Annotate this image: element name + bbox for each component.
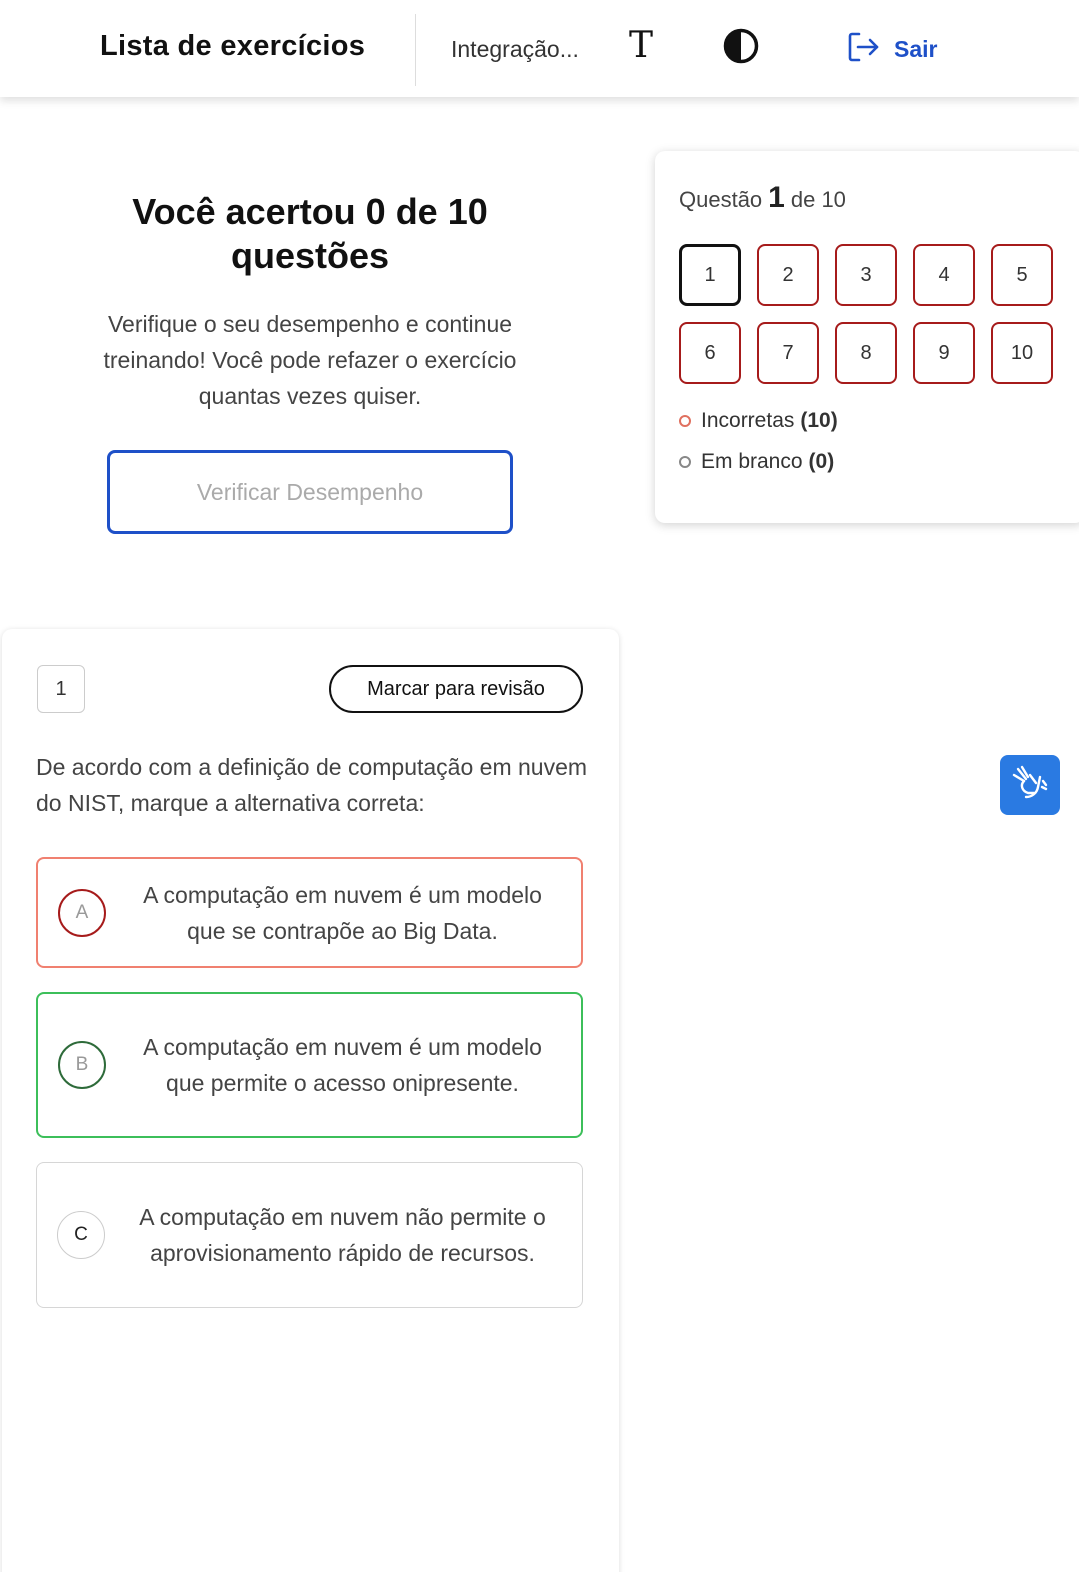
top-header	[0, 0, 1079, 97]
navigator-heading	[679, 181, 846, 215]
question-button[interactable]: 9	[913, 322, 975, 384]
course-name[interactable]: Integração...	[451, 36, 579, 62]
font-size-icon[interactable]: T	[628, 25, 653, 66]
option-c[interactable]	[36, 1162, 583, 1308]
legend-incorrect-label: Incorretas	[701, 409, 795, 432]
legend-incorrect	[679, 409, 838, 433]
logout-button[interactable]	[846, 30, 937, 68]
question-button[interactable]: 6	[679, 322, 741, 384]
sign-language-button[interactable]	[1000, 755, 1060, 815]
result-title: Você acertou 0 de 10 questões	[132, 191, 488, 276]
verify-performance-button[interactable]: Verificar Desempenho	[107, 450, 513, 534]
question-button[interactable]: 1	[679, 244, 741, 306]
question-navigator	[655, 151, 1079, 523]
blank-dot-icon	[679, 456, 691, 468]
sign-language-icon	[1010, 763, 1050, 808]
navigator-suffix: de 10	[790, 187, 846, 212]
question-button[interactable]: 10	[991, 322, 1053, 384]
incorrect-dot-icon	[679, 415, 691, 427]
question-card	[2, 629, 619, 1572]
question-button[interactable]: 5	[991, 244, 1053, 306]
contrast-icon[interactable]	[723, 28, 759, 64]
legend-blank-count: (0)	[808, 450, 835, 473]
legend-blank	[679, 450, 834, 474]
logout-icon	[846, 30, 880, 69]
option-text: A computação em nuvem não permite o aprovisionamento rápido de recursos.	[139, 1204, 546, 1266]
option-a[interactable]	[36, 857, 583, 968]
question-button[interactable]: 8	[835, 322, 897, 384]
question-button[interactable]: 4	[913, 244, 975, 306]
navigator-current: 1	[768, 181, 785, 214]
header-divider	[415, 14, 416, 86]
question-grid	[679, 244, 1059, 384]
option-text: A computação em nuvem é um modelo que permite o acesso onipresente.	[143, 1034, 542, 1096]
option-letter: B	[58, 1041, 106, 1089]
question-button[interactable]: 2	[757, 244, 819, 306]
mark-review-button[interactable]: Marcar para revisão	[329, 665, 583, 713]
option-text: A computação em nuvem é um modelo que se contrapõe ao Big Data.	[143, 881, 542, 944]
legend-blank-label: Em branco	[701, 450, 803, 473]
legend-incorrect-count: (10)	[800, 409, 838, 432]
option-letter: A	[58, 889, 106, 937]
navigator-prefix: Questão	[679, 187, 763, 212]
question-button[interactable]: 3	[835, 244, 897, 306]
result-description: Verifique o seu desempenho e continue treinando! Você pode refazer o exercício quantas vezes quiser.	[103, 311, 517, 409]
question-number: 1	[37, 665, 85, 713]
logout-label: Sair	[894, 35, 938, 62]
option-letter: C	[57, 1211, 105, 1259]
question-text: De acordo com a definição de computação em nuvem do NIST, marque a alternativa correta:	[36, 754, 588, 816]
option-b[interactable]	[36, 992, 583, 1138]
question-button[interactable]: 7	[757, 322, 819, 384]
page-title: Lista de exercícios	[100, 30, 366, 62]
